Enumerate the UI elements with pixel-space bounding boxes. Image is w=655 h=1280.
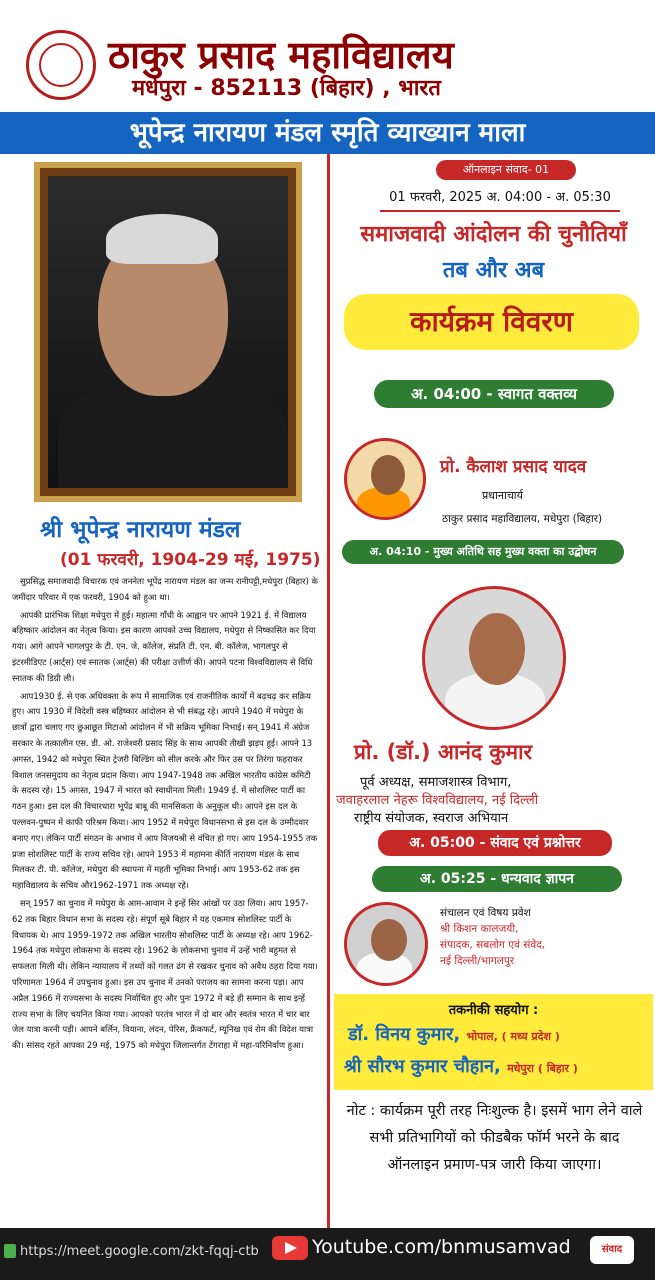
left-column [0,154,330,1228]
tech-person-location: भोपाल, ( मध्य प्रदेश ) [466,1030,560,1043]
program-title: कार्यक्रम विवरण [344,294,639,350]
coordinator-name: श्री किशन कालजयी, [440,923,519,935]
coordinator-detail: नई दिल्ली/भागलपुर [440,955,515,967]
lecture-topic: समाजवादी आंदोलन की चुनौतियाँ [360,222,627,247]
portrait-photo [48,176,288,488]
college-logo-icon [26,30,96,100]
bio-paragraph: सुप्रसिद्ध समाजवादी विचारक एवं जननेता भूपेंद्र नारायण मंडल का जन्म रानीपट्टी,मधेपुरा (बिहार) के जमींदार परिवार में एक फरवरी, 1904 को हुआ था। [12,576,318,602]
free-program-note: नोट : कार्यक्रम पूरी तरह निःशुल्क है। इसमें भाग लेने वाले सभी प्रतिभागियों को फीडबैक फॉर्म भरने के बाद ऑनलाइन प्रमाण-पत्र जारी किया जाएगा। [346,1103,643,1173]
lecture-series-banner: भूपेन्द्र नारायण मंडल स्मृति व्याख्यान माला [0,112,655,154]
samvad-badge: संवाद [590,1236,634,1264]
bio-paragraph: आप1930 ई. से एक अधिवक्ता के रूप में सामाजिक एवं राजनीतिक कार्यों में बढ़चढ़ कर सक्रिय हुए। आप 1930 में विदेशी वस्त्र बहिष्कार आंदोलन से भी संबद्ध रहे। आपने 1940 में मधेपुरा के छात्रों द्वारा चलाए गए छुआछूत मिटाओ आंदोलन में भी सक्रिय भूमिका निभाई। सन् 1941 में अंग्रेज सरकार के तत्कालीन एस. डी. ओ. राजेश्वरी प्रसाद सिंह के साथ आपकी तीखी झड़प हुई। आपने 13 अगस्त, 1942 को मधेपुरा स्थित ट्रेजरी बिल्डिंग को सील करके और फिर उस पर तिरंगा फहराकर विशाल जनसमुदाय का नेतृत्व प्रदान किया। आप 1947-1948 तक अखिल भारतीय कांग्रेस कमिटी के सदस्य रहे। 15 अगस्त, 1947 में भारत को स्वाधीनता मिली। 1949 ई. में सोशलिस्ट पार्टी का गठन हुआ। इस दल की विचारधारा भूपेंद्र बाबू की मानसिकता के अनुकूल थी। आपने इस दल के पल्लवन-पुष्पन में काफी परिश्रम किया। आप 1952 में मधेपुरा विधानसभा से इस दल के उम्मीदवार बनाए गए। लेकिन पार्टी संगठन के अभाव में आप विजयश्री से वंचित हो गए। आप 1954-1955 तक प्रजा सोशलिस्ट पार्टी के राज्य सचिव रहे। आपने 1953 में महामना कीर्ति नारायण मंडल के साथ मिलकर टी. पी. कॉलेज, मधेपुरा की स्थापना में महती भूमिका निभाई। आप 1953-62 तक इस महाविद्यालय के सचिव और1962-1971 तक अध्यक्ष रहे। [12,690,318,891]
tech-heading: तकनीकी सहयोग : [448,1003,539,1018]
college-address: मधेपुरा - 852113 (बिहार) , भारत [132,76,441,101]
header [0,0,655,112]
biography [12,574,318,1056]
bio-paragraph: आपकी प्रारंभिक शिक्षा मधेपुरा में हुई। महात्मा गाँधी के आह्वान पर आपने 1921 ई. में विद्यालय बहिष्कार आंदोलन का नेतृत्व किया। इस कारण आपको उच्च विद्यालय, मधेपुरा से निष्कासित कर दिया गया। आगे आपने भागलपुर के टी. एन. जे. कॉलेज, संप्रति टी. एन. बी. कॉलेज, भागलपुर से इंटरमीडिएट (आर्ट्स) एवं स्नातक (आर्ट्स) की परीक्षा उत्तीर्ण की। आपने पटना विश्वविद्यालय से विधि स्नातक की डिग्री ली। [12,609,316,683]
youtube-link[interactable]: Youtube.com/bnmusamvad [312,1236,571,1258]
tech-person [348,1022,560,1046]
tech-person [344,1054,578,1078]
welcome-slot: अ. 04:00 - स्वागत वक्तव्य [374,380,614,408]
college-title: ठाकुर प्रसाद महाविद्यालय [108,33,454,77]
meet-link[interactable]: https://meet.google.com/zkt-fqqj-ctb [20,1244,259,1259]
right-column [332,154,655,1228]
tech-person-name: डॉ. विनय कुमार, [348,1024,461,1045]
person-dates: (01 फरवरी, 1904-29 मई, 1975) [60,550,321,570]
bio-paragraph: सन् 1957 का चुनाव में मधेपुरा के आम-आवाम ने इन्हें सिर आंखों पर उठा लिया। आप 1957-62 तक बिहार विधान सभा के सदस्य रहे। संपूर्ण सूबे बिहार में यह एकमात्र सोशलिस्ट पार्टी के विधायक थे। आप 1959-1972 तक अखिल भारतीय सोशलिस्ट पार्टी के अध्यक्ष रहे। आप 1962-1964 तक मधेपुरा लोकसभा के सदस्य रहे। 1962 के लोकसभा चुनाव में उन्हें भारी बहुमत से सफलता मिली थी। लेकिन न्यायालय में तथ्यों को गलत ढंग से रखकर चुनाव को अवैध ठहरा दिया गया। परिणामतः 1964 में उपचुनाव हुआ। इस उप चुनाव में उनको पराजय का सामना करना पड़ा। आप अप्रैल 1966 में राज्यसभा के सदस्य निर्वाचित हुए और पुनः 1972 में बड़े ही सम्मान के साथ इन्हें राज्य सभा के लिए चयनित किया गया। आपको परतंत्र भारत में दो बार और स्वतंत्र भारत में चार बार जेल यात्रा करनी पड़ी। आपने बर्लिन, वियाना, लंदन, पेरिस, फ्रैंकफर्ट, म्यूनिख एवं रोम की विदेश यात्रा की। सांसद रहते आपका 29 मई, 1975 को मधेपुरा जिलान्तर्गत टेंगराहा में महा-परिनिर्वाण हुआ। [12,897,318,1051]
footer [0,1228,655,1280]
portrait-frame [34,162,302,502]
speaker1-name: प्रो. कैलाश प्रसाद यादव [440,457,587,477]
speaker2-avatar [422,586,566,730]
speaker1-role: प्रधानाचार्य [482,489,524,502]
keynote-slot: अ. 04:10 - मुख्य अतिथि सह मुख्य वक्ता का उद्बोधन [342,540,624,564]
topic-subtitle: तब और अब [442,258,545,283]
speaker1-avatar [344,438,426,520]
event-datetime: 01 फरवरी, 2025 अ. 04:00 - अ. 05:30 [380,186,620,212]
tech-person-name: श्री सौरभ कुमार चौहान, [344,1056,501,1077]
youtube-icon [272,1236,308,1260]
speaker2-detail: पूर्व अध्यक्ष, समाजशास्त्र विभाग, [360,775,512,790]
coordinator-avatar [344,902,428,986]
speaker2-detail: राष्ट्रीय संयोजक, स्वराज अभियान [354,811,509,826]
coordinator-detail: संपादक, सबलोग एवं संवेद, [440,939,546,951]
tech-person-location: मधेपुरा ( बिहार ) [507,1062,578,1075]
google-meet-icon [4,1244,16,1258]
online-session-badge: ऑनलाइन संवाद- 01 [436,160,576,180]
thanks-slot: अ. 05:25 - धन्यवाद ज्ञापन [372,866,622,892]
technical-support-box [334,994,653,1090]
coordinator-label: संचालन एवं विषय प्रवेश [440,907,531,919]
speaker2-detail: जवाहरलाल नेहरू विश्वविद्यालय, नई दिल्ली [336,793,539,808]
person-name: श्री भूपेन्द्र नारायण मंडल [40,517,241,543]
qa-slot: अ. 05:00 - संवाद एवं प्रश्नोत्तर [378,830,612,856]
speaker1-institution: ठाकुर प्रसाद महाविद्यालय, मधेपुरा (बिहार) [442,513,603,525]
speaker2-name: प्रो. (डॉ.) आनंद कुमार [354,740,533,764]
